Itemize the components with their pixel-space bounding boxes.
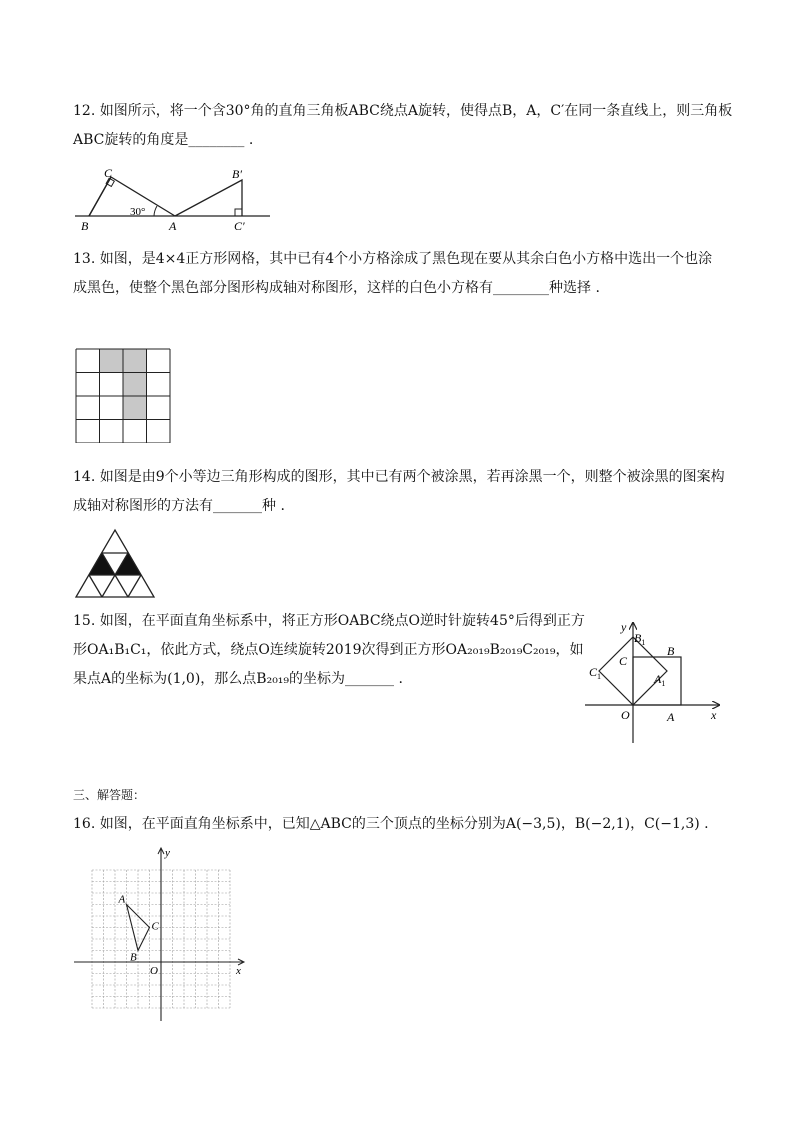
q15-figure	[585, 615, 725, 750]
question-16-line-1: 16. 如图，在平面直角坐标系中，已知△ABC的三个顶点的坐标分别为A(−3,5)，B(−2,1)，C(−1,3) .	[73, 816, 709, 832]
q14-black-a	[89, 553, 115, 575]
grid-shaded-cell	[123, 373, 147, 397]
grid-shaded-cell	[100, 349, 124, 373]
q12-label-C: C	[104, 166, 113, 180]
question-12-line-1: 12. 如图所示，将一个含30°角的直角三角板ABC绕点A旋转，使得点B，A，C′在同一条直线上，则三角板	[73, 103, 733, 119]
question-15-line-1: 15. 如图，在平面直角坐标系中，将正方形OABC绕点O逆时针旋转45°后得到正方	[73, 613, 585, 629]
question-14-line-2: 成轴对称图形的方法有_______种 .	[73, 498, 285, 514]
q16-label-B: B	[130, 951, 137, 964]
q15-label-B1: $B_1$	[634, 631, 646, 647]
question-14-line-1: 14. 如图是由9个小等边三角形构成的图形，其中已有两个被涂黑，若再涂黑一个，则整个被涂黑的图案构	[73, 469, 725, 485]
grid-shaded-cell	[123, 396, 147, 420]
q13-grid-figure	[75, 348, 173, 443]
q12-label-angle: 30°	[130, 206, 146, 218]
q14-triangle-figure	[74, 528, 156, 598]
q15-label-y: y	[621, 620, 627, 634]
q15-label-A1: $A_1$	[654, 672, 666, 688]
q12-label-B-prime: B′	[232, 167, 242, 181]
q14-black-b	[115, 553, 141, 575]
q15-label-C: C	[619, 654, 628, 668]
q15-label-x: x	[711, 708, 717, 722]
question-13-line-2: 成黑色，使整个黑色部分图形构成轴对称图形，这样的白色小方格有________种选择 .	[73, 280, 600, 296]
question-15-line-2: 形OA₁B₁C₁，依此方式，绕点O连续旋转2019次得到正方形OA₂₀₁₉B₂₀₁₉C₂₀₁₉，如	[73, 642, 584, 658]
grid-shaded-cell	[123, 349, 147, 373]
q15-label-A: A	[667, 710, 675, 724]
question-15	[73, 607, 585, 694]
q16-label-y: y	[165, 847, 170, 859]
q15-label-C1: $C_1$	[589, 665, 602, 681]
question-13	[73, 245, 723, 303]
q16-label-A: A	[118, 893, 126, 906]
q16-label-C: C	[151, 920, 159, 933]
question-12	[73, 97, 733, 155]
q15-label-B: B	[667, 644, 675, 658]
q15-label-O: O	[621, 708, 630, 722]
q16-label-O: O	[150, 965, 158, 977]
q16-coordinate-figure	[72, 843, 252, 1023]
q12-label-B: B	[81, 219, 89, 233]
q12-label-A: A	[169, 219, 177, 233]
question-12-line-2: ABC旋转的角度是________ .	[73, 132, 254, 148]
question-14	[73, 463, 723, 521]
q12-figure	[72, 166, 272, 236]
question-16	[73, 810, 723, 839]
question-13-line-1: 13. 如图，是4×4正方形网格，其中已有4个小方格涂成了黑色现在要从其余白色小方格中选出一个也涂	[73, 251, 713, 267]
q12-label-C-prime: C′	[234, 219, 245, 233]
q14-outline	[76, 530, 154, 597]
section-heading: 三、解答题：	[73, 788, 146, 802]
question-15-line-3: 果点A的坐标为(1,0)，那么点B₂₀₁₉的坐标为_______ .	[73, 671, 403, 687]
q16-label-x: x	[236, 965, 241, 977]
